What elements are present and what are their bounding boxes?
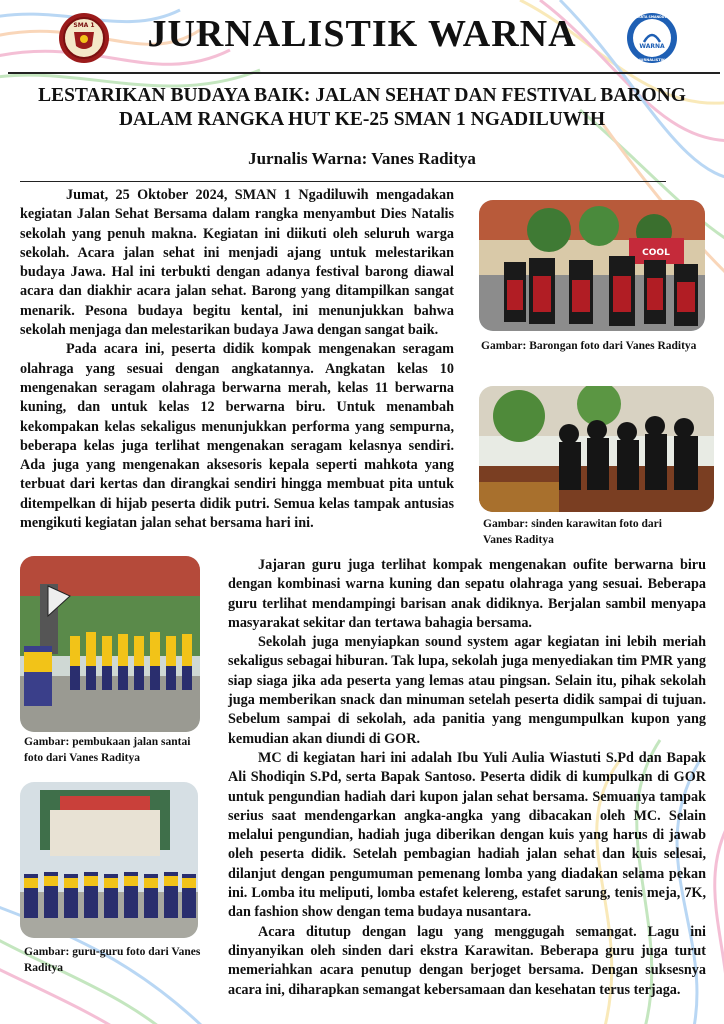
school-logo-text: SMA 1 (73, 22, 95, 29)
article-byline: Jurnalis Warna: Vanes Raditya (248, 149, 476, 168)
guru-photo-illustration (20, 782, 198, 938)
jurnalistik-logo-bottom-text: JURNALISTIK (639, 58, 665, 62)
masthead-title: JURNALISTIK WARNA (147, 13, 577, 55)
pembukaan-photo (20, 556, 200, 732)
guru-photo (20, 782, 198, 938)
headline-line-2: DALAM RANGKA HUT KE-25 SMAN 1 NGADILUWIH (118, 109, 606, 130)
sinden-caption: Gambar: sinden karawitan foto dari Vanes Raditya (483, 518, 662, 546)
article-headline (20, 84, 704, 132)
sinden-photo-illustration (479, 386, 714, 512)
article-paragraph: Sekolah juga menyiapkan sound system agar kegiatan ini lebih meriah sekaligus sebagai hiburan. Tak lupa, sekolah juga menyediakan tim PMR yang siap siaga jika ada peserta yang lemas atau pingsan. Selain itu, pihak sekolah juga memberikan snack dan minuman setelah peserta didik sampai di tujuan. Sebelum sampai di sekolah, ada panitia yang mengumpulkan kupon yang kemudian akan diundi di GOR. (228, 634, 706, 747)
article-paragraph: Acara ditutup dengan lagu yang menggugah semangat. Lagu ini dinyanyikan oleh sinden dari ekstra Karawitan. Beberapa guru juga turut memeriahkan acara penutup dengan berjoget bersama. Dengan suksesnya acara ini, diharapkan semangat kebersamaan dan kesehatan terus terjaga. (228, 923, 706, 998)
barong-banner-text: COOL (642, 248, 670, 258)
sinden-photo (479, 386, 714, 512)
barong-photo (479, 200, 705, 331)
jurnalistik-logo-ring-text: WARTA SMANDUWI (634, 15, 670, 19)
byline-divider (20, 181, 666, 182)
masthead (0, 6, 724, 68)
jurnalistik-logo-text: WARNA (639, 43, 665, 50)
article-paragraph: Jumat, 25 Oktober 2024, SMAN 1 Ngadiluwih mengadakan kegiatan Jalan Sehat Bersama dalam rangka menyambut Dies Natalis sekolah yang penuh makna. Kegiatan ini diikuti oleh seluruh warga sekolah. Acara jalan sehat ini menjadi ajang untuk melestarikan budaya Jawa. Hal ini terbukti dengan adanya festival barong diawal acara dan diakhir acara jalan sehat. Barong yang ditampilkan sangat menarik. Pesona budaya begitu kental, ini menunjukkan bahwa sekolah menjaga dan melestarikan budaya Jawa dengan sangat baik. (20, 187, 454, 339)
article-paragraph: Pada acara ini, peserta didik kompak mengenakan seragam olahraga yang sesuai dengan angkatannya. Angkatan kelas 10 mengenakan seragam olahraga berwarna merah, kelas 11 berwarna kuning, dan untuk kelas 12 berwarna biru. Untuk menambah kekompakan kelas sekaligus menunjukkan performa yang sempurna, beberapa kelas juga terlihat mengenakan seragam kelasnya sendiri. Ada juga yang mengenakan aksesoris kepala seperti mahkota yang terbuat dari kertas dan dirangkai sendiri hingga membuat pita untuk ditempelkan di hijab peserta didik putri. Semua kelas tampak antusias mengikuti kegiatan jalan sehat bersama hari ini. (20, 341, 454, 532)
jurnalistik-logo-icon (626, 12, 678, 64)
article-paragraph: MC di kegiatan hari ini adalah Ibu Yuli Aulia Wiastuti S.Pd dan Bapak Ali Shodiqin S.Pd, serta Bapak Santoso. Peserta didik di kumpulkan di GOR untuk pengundian hadiah dari kupon jalan sehat bersama. Semuanya tampak serius saat mendengarkan angka-angka yang dibacakan oleh MC. Selain melalui pengundian, hadiah juga diberikan dengan kuis yang harus di jawab oleh peserta didik. Setelah pembagian hadiah jalan sehat dan kuis selesai, dilanjut dengan pengumuman pemenang lomba yang diadakan selama pekan ini. Lomba itu meliputi, lomba estafet kelereng, estafet sarung, tenis meja, 7K, dan fashion show dengan tema budaya nusantara. (228, 749, 706, 921)
article-body-left (20, 186, 454, 533)
article-paragraph: Jajaran guru juga terlihat kompak mengenakan oufite berwarna biru dengan kombinasi warna kuning dan sepatu olahraga yang sesuai. Beberapa guru terlihat mendampingi barisan anak didiknya. Berjalan sambil menyapa masyarakat sekitar dan tertawa bahagia bersama. (228, 557, 706, 631)
guru-caption: Gambar: guru-guru foto dari Vanes Raditya (24, 946, 201, 974)
headline-line-1: LESTARIKAN BUDAYA BAIK: JALAN SEHAT DAN FESTIVAL BARONG (38, 85, 686, 106)
barong-caption: Gambar: Barongan foto dari Vanes Raditya (481, 340, 697, 352)
pembukaan-caption: Gambar: pembukaan jalan santai foto dari Vanes Raditya (24, 736, 191, 764)
pembukaan-photo-illustration (20, 556, 200, 732)
barong-photo-illustration (479, 200, 705, 331)
masthead-divider (8, 72, 720, 74)
article-body-right (228, 556, 706, 1000)
